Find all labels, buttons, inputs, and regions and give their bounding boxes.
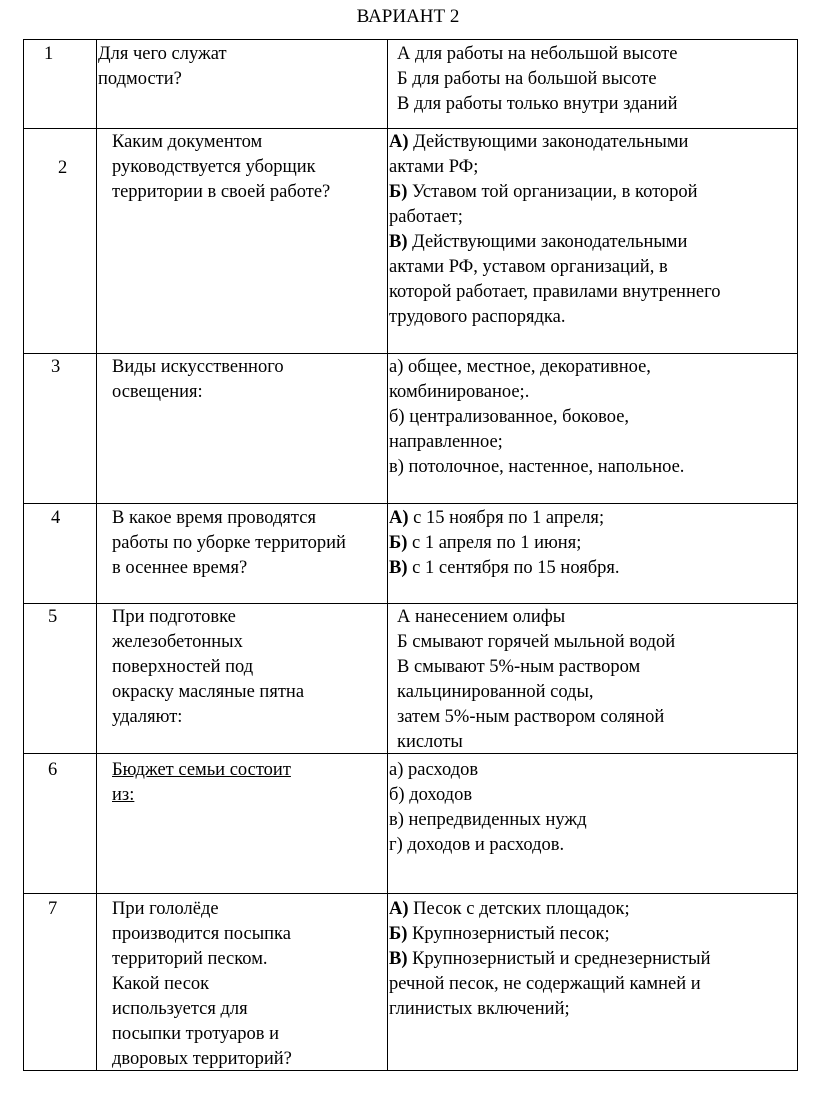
answer-options: А) Песок с детских площадок; Б) Крупнозернистый песок; В) Крупнозернистый и среднезернистый речной песок, не содержащий камней и глинистых включений; (389, 899, 711, 1019)
row-divider (24, 893, 797, 894)
question-text: Каким документом руководствуется уборщик территории в своей работе? (112, 132, 331, 202)
question-text: При гололёде производится посыпка территорий песком. Какой песок используется для посыпки тротуаров и дворовых территорий? (112, 899, 292, 1069)
question-number: 3 (51, 357, 61, 377)
question-text: При подготовке железобетонных поверхностей под окраску масляные пятна удаляют: (112, 607, 305, 727)
question-number: 1 (44, 44, 54, 64)
row-divider (24, 353, 797, 354)
column-divider-num (96, 40, 97, 1070)
answer-options: а) общее, местное, декоративное, комбинированое;. б) централизованное, боковое, направленное; в) потолочное, настенное, напольное. (389, 357, 685, 477)
answer-options: а) расходов б) доходов в) непредвиденных нужд г) доходов и расходов. (389, 760, 587, 855)
answer-options: А) Действующими законодательными актами РФ; Б) Уставом той организации, в которой работает; В) Действующими законодательными актами РФ, уставом организаций, в которой работает, правилами внутреннего трудового распорядка. (389, 132, 721, 327)
answer-options: А) с 15 ноября по 1 апреля; Б) с 1 апреля по 1 июня; В) с 1 сентября по 15 ноября. (389, 508, 620, 578)
question-number: 2 (58, 158, 68, 178)
row-divider (24, 603, 797, 604)
question-text: Виды искусственного освещения: (112, 357, 284, 402)
answer-options: А нанесением олифы Б смывают горячей мыльной водой В смывают 5%-ным раствором кальцинированной соды, затем 5%-ным раствором соляной кислоты (397, 607, 676, 752)
row-divider (24, 128, 797, 129)
question-number: 5 (48, 607, 58, 627)
row-divider (24, 503, 797, 504)
question-number: 4 (51, 508, 61, 528)
question-text: Для чего служат подмости? (98, 44, 227, 89)
question-number: 7 (48, 899, 58, 919)
page-title: ВАРИАНТ 2 (356, 6, 460, 27)
answer-options: А для работы на небольшой высоте Б для работы на большой высоте В для работы только внутри зданий (397, 44, 678, 114)
question-number: 6 (48, 760, 58, 780)
question-text: В какое время проводятся работы по уборке территорий в осеннее время? (112, 508, 346, 578)
question-text: Бюджет семьи состоит из: (112, 760, 291, 805)
column-divider-question (387, 40, 388, 1070)
